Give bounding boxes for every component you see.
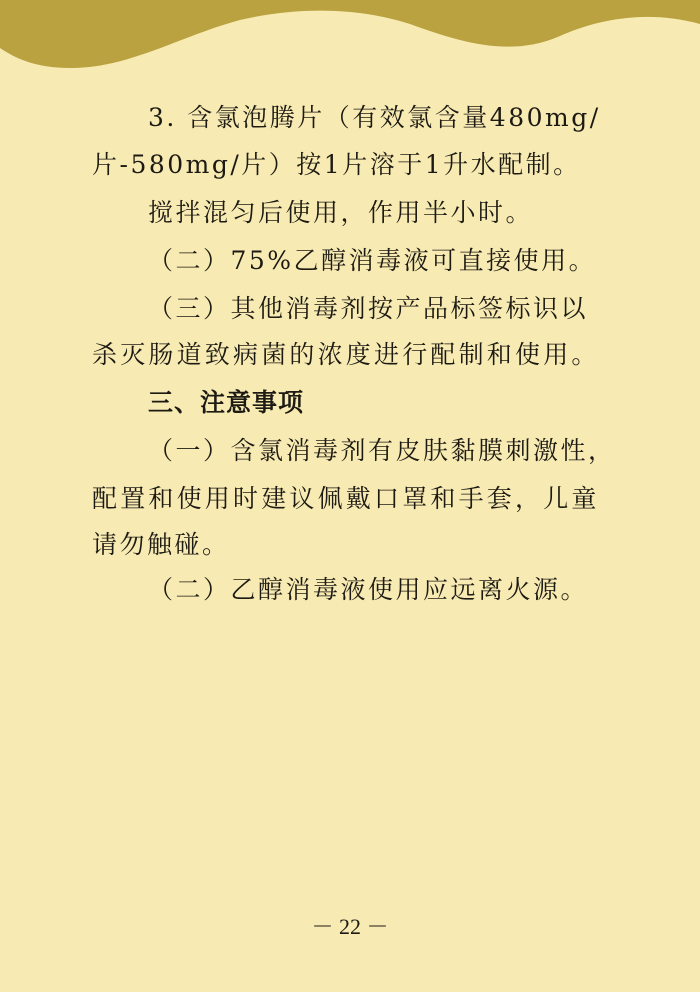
- page-number: － 22 －: [311, 914, 389, 939]
- paragraph-line-2: 片-580mg/片）按1片溶于1升水配制。: [92, 150, 581, 179]
- paragraph-line-3: 搅拌混匀后使用，作用半小时。: [148, 198, 534, 227]
- paragraph-line-6: 杀灭肠道致病菌的浓度进行配制和使用。: [92, 340, 600, 369]
- paragraph-line-9: 配置和使用时建议佩戴口罩和手套，儿童: [92, 484, 600, 513]
- paragraph-line-8: （一）含氯消毒剂有皮肤黏膜刺激性，: [148, 436, 616, 465]
- paragraph-line-4: （二）75%乙醇消毒液可直接使用。: [148, 246, 597, 275]
- paragraph-line-10: 请勿触碰。: [92, 530, 230, 559]
- top-wave-band: [0, 0, 700, 75]
- paragraph-line-1: 3. 含氯泡腾片（有效氯含量480mg/: [148, 103, 601, 132]
- paragraph-line-11: （二）乙醇消毒液使用应远离火源。: [148, 575, 589, 604]
- paragraph-line-5: （三）其他消毒剂按产品标签标识以: [148, 294, 589, 323]
- section-heading: 三、注意事项: [148, 388, 305, 417]
